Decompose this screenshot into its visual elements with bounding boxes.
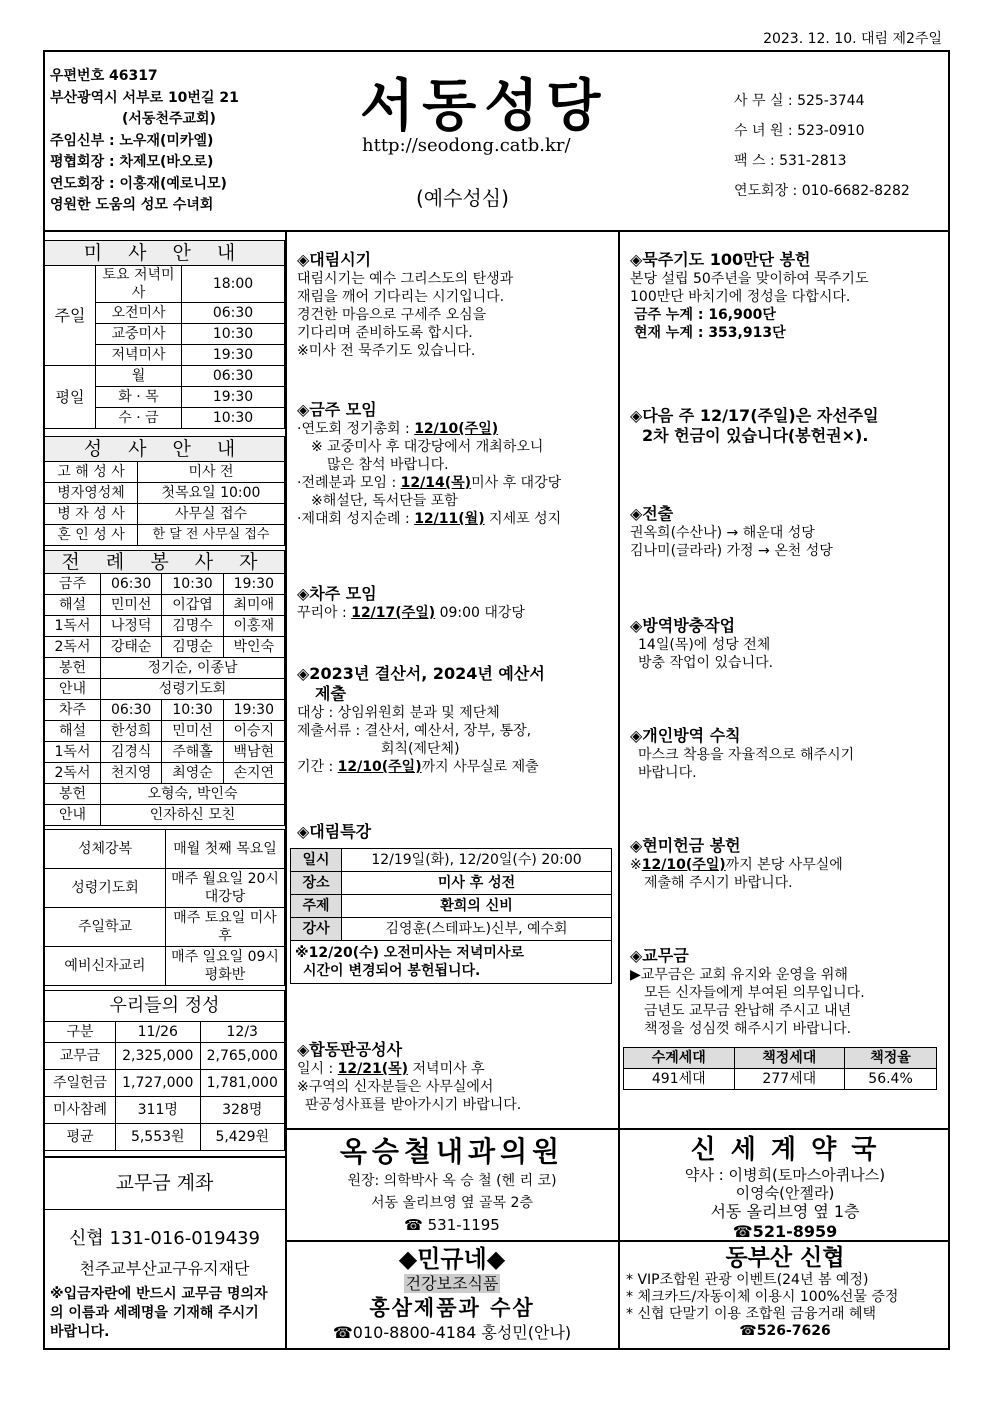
disinfect-line: 방충 작업이 있습니다. xyxy=(638,655,774,671)
penance-line: ※구역의 신자분들은 사무실에서 xyxy=(297,1079,494,1095)
lecture-key: 강사 xyxy=(291,918,342,941)
credit-union-phone: ☎526-7626 xyxy=(739,1323,831,1339)
mass-time: 06:30 xyxy=(182,366,285,387)
sacrament-name: 병자영성체 xyxy=(45,483,138,504)
sacrament-info: 첫목요일 10:00 xyxy=(138,483,285,504)
council-president: 평협회장 : 차제모(바오로) xyxy=(50,154,214,170)
mass-name: 토요 저녁미사 xyxy=(96,266,182,303)
rosary-section xyxy=(630,250,948,342)
disinfect-line: 14일(목)에 성당 전체 xyxy=(638,637,771,653)
stats-value: 328명 xyxy=(200,1097,285,1124)
this-week-meetings xyxy=(297,400,615,528)
role: 해설 xyxy=(45,595,101,616)
server: 백남현 xyxy=(223,742,284,763)
personal-section xyxy=(630,726,948,782)
server: 손지연 xyxy=(223,763,284,784)
parish-info xyxy=(50,66,239,217)
dues-title: ◈교무금 xyxy=(630,946,689,965)
pharmacy-ad xyxy=(620,1134,950,1242)
address: 부산광역시 서부로 10번길 21 xyxy=(50,89,239,106)
server: 최미애 xyxy=(223,595,284,616)
dues-value: 56.4% xyxy=(845,1069,937,1090)
clinic-address: 서동 올리브영 옆 골목 2층 xyxy=(371,1195,533,1211)
meeting-note: 많은 참석 바랍니다. xyxy=(327,457,449,473)
lecture-table xyxy=(290,848,612,984)
motto: (예수성심) xyxy=(416,186,509,210)
offering-servers: 정기순, 이종남 xyxy=(101,658,285,679)
advent-line: 경건한 마음으로 구세주 오심을 xyxy=(297,307,487,323)
stats-label: 교무금 xyxy=(45,1043,116,1070)
postal-code: 우편번호 46317 xyxy=(50,68,158,84)
group-name: 성체강복 xyxy=(45,830,166,869)
report-text: 까지 사무실로 제출 xyxy=(421,759,539,775)
advent-section xyxy=(297,250,615,360)
server: 민미선 xyxy=(101,595,162,616)
fax: 팩 스 : 531-2813 xyxy=(734,153,847,169)
sacrament-info: 사무실 접수 xyxy=(138,504,285,525)
server: 이승지 xyxy=(223,721,284,742)
role: 2독서 xyxy=(45,637,101,658)
mass-time: 06:30 xyxy=(182,303,285,324)
dues-value: 277세대 xyxy=(734,1069,845,1090)
prayer-president: 연도회장 : 이홍재(예로니모) xyxy=(50,175,227,192)
stats-label: 미사참례 xyxy=(45,1097,116,1124)
server: 이홍재 xyxy=(223,616,284,637)
server: 나정덕 xyxy=(101,616,162,637)
meeting-text: ·전례분과 모임 : xyxy=(297,475,401,491)
report-line: 대상 : 상임위원회 분과 및 제단체 xyxy=(297,705,500,721)
report-date: 12/10(주일) xyxy=(337,759,422,775)
group-time: 매주 토요일 미사 후 xyxy=(166,908,285,947)
sacrament-name: 혼 인 성 사 xyxy=(45,525,138,546)
next-week-meetings xyxy=(297,584,615,622)
meeting-text: 미사 후 대강당 xyxy=(471,475,562,491)
meeting-note: ※ 교중미사 후 대강당에서 개최하오니 xyxy=(311,439,544,455)
servers-week-label: 금주 xyxy=(45,574,101,595)
office-phone: 사 무 실 : 525-3744 xyxy=(734,93,865,109)
credit-union-line: * 신협 단말기 이용 조합원 금융거래 혜택 xyxy=(626,1306,877,1322)
group-time: 매월 첫째 목요일 xyxy=(166,830,285,869)
credit-union-line: * 체크카드/자동이체 이용시 100%선물 증정 xyxy=(626,1289,899,1305)
group-time: 매주 일요일 09시 평화반 xyxy=(166,947,285,986)
mass-name: 교중미사 xyxy=(96,324,182,345)
stats-value: 5,429원 xyxy=(200,1124,285,1151)
advent-line: 대림시기는 예수 그리스도의 탄생과 xyxy=(297,271,514,287)
stats-label: 평균 xyxy=(45,1124,116,1151)
advent-line: ※미사 전 묵주기도 있습니다. xyxy=(297,343,476,359)
report-title-2: 제출 xyxy=(315,684,346,703)
lecture-note-line: ※12/20(수) 오전미사는 저녁미사로 xyxy=(295,945,524,961)
lecture-value: 미사 후 성전 xyxy=(342,872,612,895)
sacrament-info: 미사 전 xyxy=(138,462,285,483)
church-name: (서동천주교회) xyxy=(122,111,216,127)
server: 김경식 xyxy=(101,742,162,763)
clinic-director: 원장: 의학박사 옥 승 철 (헨 리 코) xyxy=(347,1173,557,1189)
sacrament-name: 병 자 성 사 xyxy=(45,504,138,525)
meeting-date: 12/14(목) xyxy=(400,475,472,491)
servers-table xyxy=(44,550,285,826)
stats-value: 5,553원 xyxy=(116,1124,201,1151)
account-number: 신협 131-016-019439 xyxy=(69,1228,260,1249)
meeting-date: 12/17(주일) xyxy=(351,605,436,621)
mass-time: 10:30 xyxy=(182,408,285,429)
shop-ad xyxy=(287,1244,617,1344)
meeting-date: 12/10(주일) xyxy=(414,421,499,437)
website-link[interactable]: http://seodong.catb.kr/ xyxy=(362,135,571,156)
sacrament-info: 한 달 전 사무실 접수 xyxy=(138,525,285,546)
column-rule-right xyxy=(618,230,620,1130)
penance-line: 판공성사표를 받아가시기 바랍니다. xyxy=(305,1097,522,1113)
personal-line: 바랍니다. xyxy=(638,765,697,781)
meeting-text: 09:00 대강당 xyxy=(435,605,525,621)
stats-heading: 우리들의 정성 xyxy=(45,991,285,1022)
role: 봉헌 xyxy=(45,658,101,679)
cash-text: ※ xyxy=(630,857,642,873)
stats-value: 1,727,000 xyxy=(116,1070,201,1097)
servers-time: 06:30 xyxy=(101,700,162,721)
credit-union-ad xyxy=(620,1244,950,1340)
lecture-value: 김영훈(스테파노)신부, 예수회 xyxy=(342,918,612,941)
pharmacy-phone: ☎521-8959 xyxy=(732,1222,838,1241)
lecture-key: 일시 xyxy=(291,849,342,872)
dues-line: 책정을 성심껏 해주시기 바랍니다. xyxy=(644,1021,852,1037)
mass-day: 월 xyxy=(96,366,182,387)
contact-info xyxy=(734,86,910,206)
sacrament-heading: 성 사 안 내 xyxy=(45,437,285,462)
server: 김명수 xyxy=(162,616,223,637)
account-note: ※입금자란에 반드시 교무금 명의자의 이름과 세례명을 기재해 주시기 바랍니다. xyxy=(50,1286,268,1340)
pharmacy-pharmacist: 이영숙(안젤라) xyxy=(735,1184,835,1202)
meeting-note: ※해설단, 독서단들 포함 xyxy=(311,493,458,509)
mass-name: 오전미사 xyxy=(96,303,182,324)
server: 최영순 xyxy=(162,763,223,784)
sunday-label: 주일 xyxy=(45,266,96,366)
transfer-line: 김나미(글라라) 가정 → 온천 성당 xyxy=(630,543,833,559)
pharmacy-pharmacist: 약사 : 이병희(토마스아퀴나스) xyxy=(684,1166,886,1184)
mass-schedule-table xyxy=(44,240,285,429)
servers-time: 10:30 xyxy=(162,700,223,721)
role: 1독서 xyxy=(45,742,101,763)
rosary-weekly-total: 금주 누계 : 16,900단 xyxy=(634,307,776,323)
guide-group: 인자하신 모친 xyxy=(101,805,285,826)
dues-line: 모든 신자들에게 부여된 의무입니다. xyxy=(644,985,865,1001)
mass-time: 19:30 xyxy=(182,345,285,366)
advent-line: 기다리며 준비하도록 합시다. xyxy=(297,325,473,341)
servers-time: 19:30 xyxy=(223,574,284,595)
server: 민미선 xyxy=(162,721,223,742)
report-section xyxy=(297,664,615,776)
transfer-line: 권옥희(수산나) → 해운대 성당 xyxy=(630,525,815,541)
meeting-text: ·연도회 정기총회 : xyxy=(297,421,415,437)
rosary-current-total: 현재 누계 : 353,913단 xyxy=(634,325,786,341)
role: 봉헌 xyxy=(45,784,101,805)
guide-group: 성령기도회 xyxy=(101,679,285,700)
stats-header: 12/3 xyxy=(200,1022,285,1043)
server: 주해홀 xyxy=(162,742,223,763)
meeting-text: ·제대회 성지순례 : xyxy=(297,511,415,527)
server: 천지영 xyxy=(101,763,162,784)
penance-title: ◈합동판공성사 xyxy=(297,1040,403,1059)
group-name: 예비신자교리 xyxy=(45,947,166,986)
rosary-title: ◈묵주기도 100만단 봉헌 xyxy=(630,250,811,269)
dues-header: 책정율 xyxy=(845,1048,937,1069)
charity-line: ◈다음 주 12/17(주일)은 자선주일 xyxy=(630,406,879,425)
meeting-date: 12/11(월) xyxy=(414,511,485,527)
mass-day: 화 · 목 xyxy=(96,387,182,408)
dues-section xyxy=(630,946,948,1038)
report-title: ◈2023년 결산서, 2024년 예산서 xyxy=(297,664,545,683)
groups-table xyxy=(44,829,285,986)
penance-section xyxy=(297,1040,615,1114)
issue-date: 2023. 12. 10. 대림 제2주일 xyxy=(763,31,942,47)
mass-time: 18:00 xyxy=(182,266,285,303)
page-title: 서동성당 xyxy=(360,73,609,139)
shop-products: 홍삼제품과 수삼 xyxy=(369,1296,535,1320)
lecture-value: 12/19일(화), 12/20일(수) 20:00 xyxy=(342,849,612,872)
stats-header: 구분 xyxy=(45,1022,116,1043)
meeting-text: 꾸리아 : xyxy=(297,605,352,621)
convent-phone: 수 녀 원 : 523-0910 xyxy=(734,123,865,139)
stats-value: 2,765,000 xyxy=(200,1043,285,1070)
credit-union-name: 동부산 신협 xyxy=(725,1245,845,1271)
lecture-note xyxy=(291,941,612,984)
sacrament-table xyxy=(44,436,285,546)
stats-value: 1,781,000 xyxy=(200,1070,285,1097)
servers-time: 10:30 xyxy=(162,574,223,595)
lecture-note-line: 시간이 변경되어 봉헌됩니다. xyxy=(303,963,481,979)
weekday-label: 평일 xyxy=(45,366,96,429)
header-divider xyxy=(43,230,950,232)
lecture-value: 환희의 신비 xyxy=(342,895,612,918)
mass-day: 수 · 금 xyxy=(96,408,182,429)
lecture-title: ◈대림특강 xyxy=(297,822,372,841)
servers-heading: 전 례 봉 사 자 xyxy=(45,551,285,574)
servers-time: 06:30 xyxy=(101,574,162,595)
cash-date: 12/10(주일) xyxy=(641,857,726,873)
mass-name: 저녁미사 xyxy=(96,345,182,366)
sacrament-name: 고 해 성 사 xyxy=(45,462,138,483)
pharmacy-address: 서동 올리브영 옆 1층 xyxy=(710,1202,860,1221)
account-box xyxy=(44,1156,285,1342)
report-line: 회칙(제단체) xyxy=(381,741,460,757)
server: 강태순 xyxy=(101,637,162,658)
group-name: 성령기도회 xyxy=(45,869,166,908)
meetings-title: ◈금주 모임 xyxy=(297,400,377,419)
pastor: 주임신부 : 노우재(미카엘) xyxy=(50,132,214,149)
group-name: 주일학교 xyxy=(45,908,166,947)
shop-category: 건강보조식품 xyxy=(405,1274,499,1293)
personal-line: 마스크 착용을 자율적으로 해주시기 xyxy=(638,747,855,763)
transfer-title: ◈전출 xyxy=(630,504,674,523)
advent-title: ◈대림시기 xyxy=(297,250,372,269)
shop-name: ◆민규네◆ xyxy=(398,1245,506,1273)
server: 김명순 xyxy=(162,637,223,658)
servers-week-label: 차주 xyxy=(45,700,101,721)
prayer-phone: 연도회장 : 010-6682-8282 xyxy=(734,183,910,199)
advent-line: 재림을 깨어 기다리는 시기입니다. xyxy=(297,289,505,305)
server: 이갑엽 xyxy=(162,595,223,616)
cash-text: 까지 본당 사무실에 xyxy=(725,857,843,873)
charity-section xyxy=(630,406,948,446)
lecture-key: 주제 xyxy=(291,895,342,918)
offering-stats-table xyxy=(44,990,285,1151)
role: 해설 xyxy=(45,721,101,742)
dues-line: 금년도 교무금 완납해 주시고 내년 xyxy=(644,1003,852,1019)
server: 박인숙 xyxy=(223,637,284,658)
mass-heading: 미 사 안 내 xyxy=(45,241,285,266)
group-time: 매주 월요일 20시 대강당 xyxy=(166,869,285,908)
lecture-key: 장소 xyxy=(291,872,342,895)
account-heading: 교무금 계좌 xyxy=(44,1158,285,1210)
dues-table xyxy=(623,1047,937,1090)
clinic-ad xyxy=(287,1134,617,1236)
penance-text: 일시 : xyxy=(297,1061,338,1077)
penance-text: 저녁미사 후 xyxy=(408,1061,485,1077)
clinic-name: 옥승철내과의원 xyxy=(339,1135,565,1168)
stats-value: 2,325,000 xyxy=(116,1043,201,1070)
shop-phone: ☎010-8800-4184 홍성민(안나) xyxy=(332,1323,572,1342)
pharmacy-name: 신 세 계 약 국 xyxy=(690,1135,880,1165)
rosary-line: 본당 설립 50주년을 맞이하여 묵주기도 xyxy=(630,271,869,287)
mass-time: 10:30 xyxy=(182,324,285,345)
stats-value: 311명 xyxy=(116,1097,201,1124)
dues-line: ▶교무금은 교회 유지와 운영을 위해 xyxy=(630,967,848,983)
cash-title: ◈현미헌금 봉헌 xyxy=(630,836,741,855)
dues-header: 수계세대 xyxy=(624,1048,735,1069)
dues-value: 491세대 xyxy=(624,1069,735,1090)
stats-header: 11/26 xyxy=(116,1022,201,1043)
next-meetings-title: ◈차주 모임 xyxy=(297,584,377,603)
penance-date: 12/21(목) xyxy=(337,1061,409,1077)
stats-label: 주일헌금 xyxy=(45,1070,116,1097)
charity-line: 2차 헌금이 있습니다(봉헌권×). xyxy=(642,426,869,445)
role: 안내 xyxy=(45,679,101,700)
role: 2독서 xyxy=(45,763,101,784)
sisters: 영원한 도움의 성모 수녀회 xyxy=(50,197,214,213)
cash-line: 제출해 주시기 바랍니다. xyxy=(644,875,793,891)
transfer-section xyxy=(630,504,948,560)
server: 한성희 xyxy=(101,721,162,742)
dues-header: 책정세대 xyxy=(734,1048,845,1069)
servers-time: 19:30 xyxy=(223,700,284,721)
offering-servers: 오형숙, 박인숙 xyxy=(101,784,285,805)
clinic-phone: ☎ 531-1195 xyxy=(404,1216,500,1234)
role: 1독서 xyxy=(45,616,101,637)
lecture-section xyxy=(297,822,615,842)
disinfect-title: ◈방역방충작업 xyxy=(630,616,736,635)
account-holder: 천주교부산교구유지재단 xyxy=(79,1259,250,1278)
report-line: 제출서류 : 결산서, 예산서, 장부, 통장, xyxy=(297,723,532,739)
role: 안내 xyxy=(45,805,101,826)
meeting-text: 지세포 성지 xyxy=(484,511,562,527)
report-text: 기간 : xyxy=(297,759,338,775)
rosary-line: 100만단 바치기에 정성을 다합시다. xyxy=(630,289,851,305)
personal-title: ◈개인방역 수칙 xyxy=(630,726,741,745)
credit-union-line: * VIP조합원 관광 이벤트(24년 봄 예정) xyxy=(626,1272,869,1288)
cash-section xyxy=(630,836,948,892)
mass-time: 19:30 xyxy=(182,387,285,408)
disinfect-section xyxy=(630,616,948,672)
